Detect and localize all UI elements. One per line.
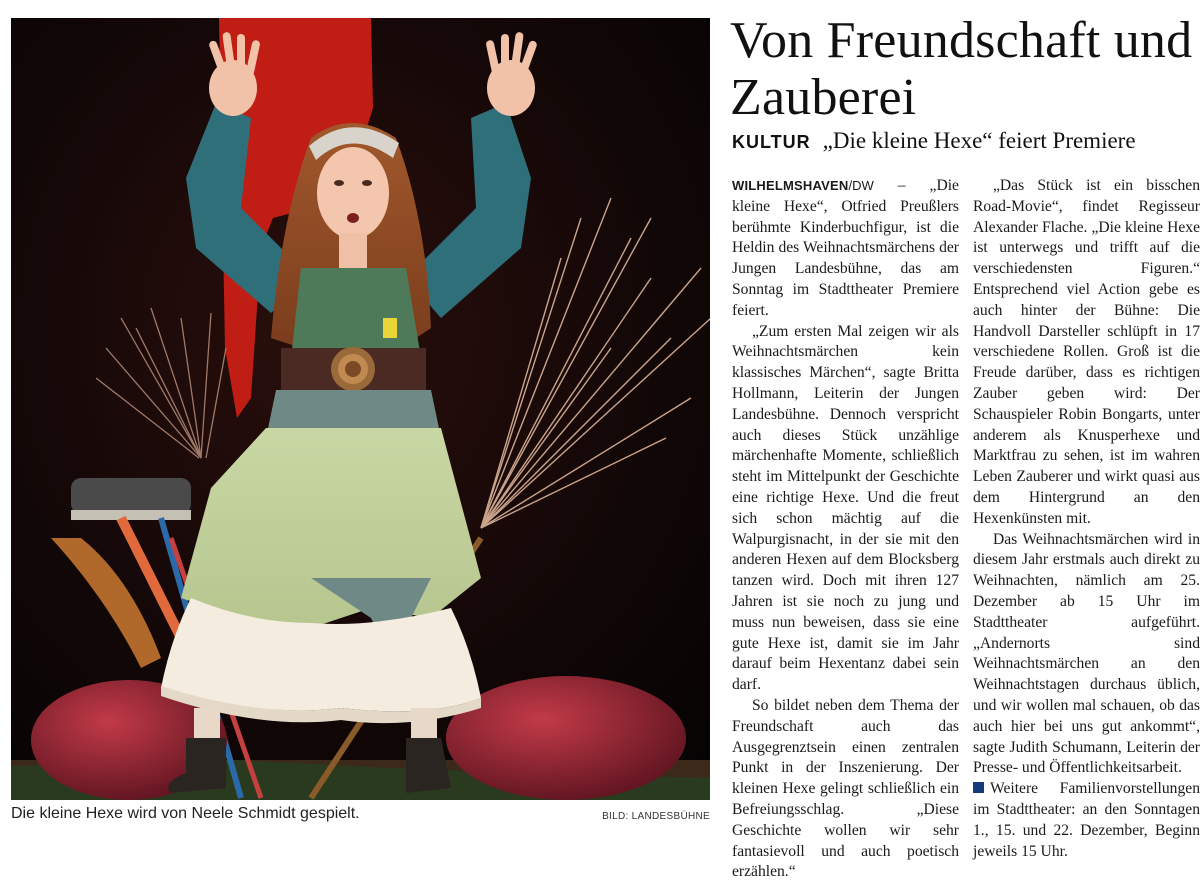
witch-stage-photo [11, 18, 710, 800]
witch-bodice [291, 268, 421, 358]
paragraph: „Das Stück ist ein bisschen Road-Movie“, findet Regisseur Alexander Flache. „Die kleine Hexe ist unterwegs und trifft auf die verschiedensten Figuren.“ Entsprechend viel Action gebe es auch hinter der Bühne: Die Handvoll Darsteller schlüpft in 17 verschiedene Rollen. Groß ist die Freude darüber, dass es richtigen Zauber geben wird: Der Schauspieler Robin Bongarts, unter anderem als Knusperhexe und Marktfrau zu sehen, ist im wahren Leben Zauberer und wirkt quasi aus dem Hintergrund an den Hexenkünsten mit. [973, 177, 1200, 527]
info-text: Weitere Familienvorstellungen im Stadttheater: an den Sonntagen 1., 15. und 22. Dezember, Beginn jeweils 15 Uhr. [973, 780, 1200, 860]
article-subhead [732, 128, 1197, 154]
paragraph-text: – „Die kleine Hexe“, Otfried Preußlers berühmte Kinderbuchfigur, ist die Heldin des Weihnachtsmärchens der Jungen Landesbühne, das am Sonntag im Stadttheater Premiere feiert. [732, 177, 959, 319]
dateline-agency: /DW [848, 178, 874, 193]
article-column-2 [973, 176, 1200, 862]
article-subtitle: „Die kleine Hexe“ feiert Premiere [822, 128, 1136, 153]
article-photo [11, 18, 710, 800]
info-paragraph [973, 779, 1200, 862]
paragraph: „Zum ersten Mal zeigen wir als Weihnachtsmärchen kein klassisches Märchen“, sagte Britta Hollmann, Leiterin der Jungen Landesbühne. Dennoch verspricht auch dieses Stück unzählige märchenhafte Momente, schließlich steht im Mittelpunkt der Geschichte eine richtige Hexe. Und die freut sich schon mächtig auf die Walpurgisnacht, in der sie mit den anderen Hexen auf dem Blocksberg tanzen wird. Doch mit ihren 127 Jahren ist sie noch zu jung und muss nun beweisen, dass sie eine gute Hexe ist, damit sie im Jahr darauf beim Hexentanz dabei sein darf. [732, 322, 959, 694]
photo-credit: BILD: LANDESBÜHNE [602, 811, 710, 822]
brush-prop [71, 478, 191, 514]
paragraph [732, 176, 959, 322]
info-square-icon [973, 782, 984, 793]
article-column-1 [732, 176, 959, 883]
article-headline: Von Freundschaft und Zauberei [730, 12, 1193, 126]
photo-caption-bar [11, 804, 710, 830]
dateline: WILHELMSHAVEN [732, 178, 849, 193]
section-kicker: KULTUR [732, 132, 811, 152]
photo-caption: Die kleine Hexe wird von Neele Schmidt gespielt. [11, 805, 360, 822]
paragraph: Das Weihnachtsmärchen wird in diesem Jahr erstmals auch direkt zu Weihnachten, nämlich am 25. Dezember ab 15 Uhr im Stadttheater aufgeführt. „Andernorts sind Weihnachtsmärchen an den Weihnachtstagen durchaus üblich, und wir wollen mal schauen, ob das auch hier bei uns gut ankommt“, sagte Judith Schumann, Leiterin der Presse- und Öffentlichkeitsarbeit. [973, 530, 1200, 777]
paragraph: So bildet neben dem Thema der Freundschaft auch das Ausgegrenztsein einen zentralen Punkt in der Inszenierung. Der kleinen Hexe gelingt schließlich ein Befreiungsschlag. „Diese Geschichte wollen wir sehr fantasievoll und auch poetisch erzählen.“ [732, 696, 959, 881]
red-rock-right [446, 676, 686, 800]
witch-face [317, 147, 389, 239]
